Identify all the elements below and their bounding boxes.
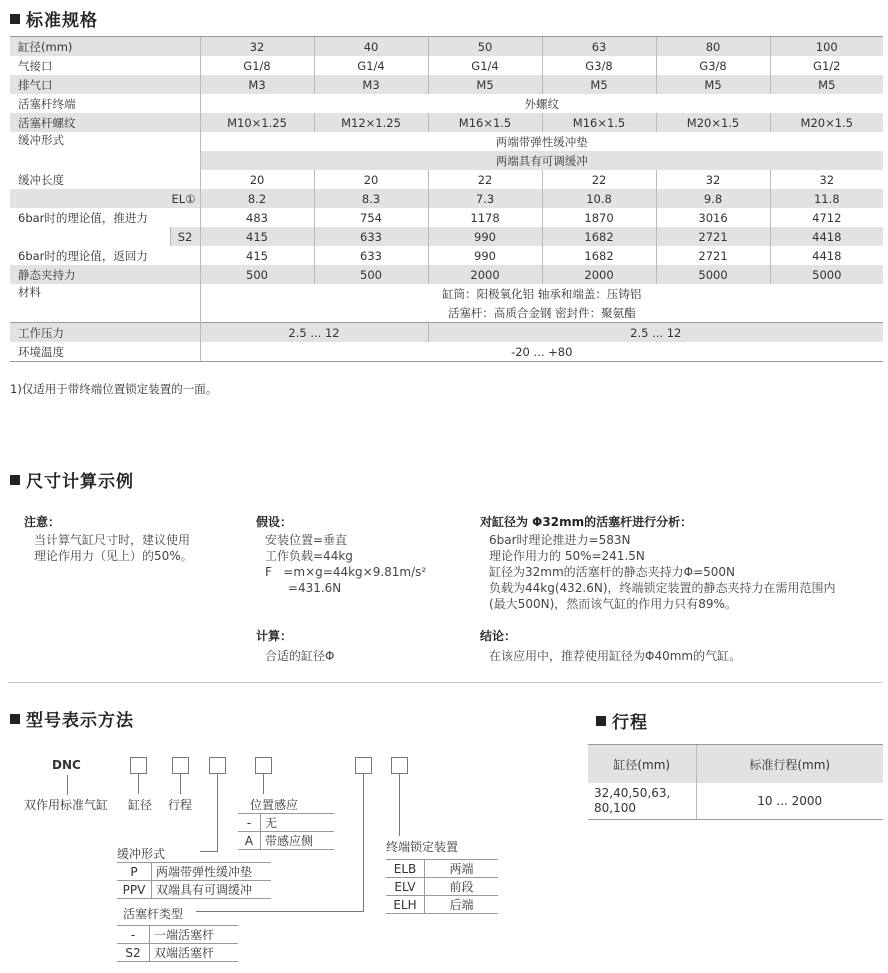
note-title: 注意： (24, 515, 61, 529)
bore-label: 缸径 (128, 798, 153, 812)
compute-title: 计算： (256, 629, 293, 643)
connector-line (399, 774, 400, 836)
row-el: EL① 8.2 8.3 7.3 10.8 9.8 11.8 (10, 189, 883, 208)
connector-line (67, 775, 68, 795)
sensor-code-box (255, 757, 272, 774)
square-bullet-icon (10, 714, 20, 724)
note-text: 当计算气缸尺寸时，建议使用 理论作用力（见上）的50%。 (34, 533, 193, 563)
square-bullet-icon (596, 716, 606, 726)
bore-code-box (130, 757, 147, 774)
row-bore: 缸径(mm) 32 40 50 63 80 100 (10, 37, 883, 57)
section-title-calc: 尺寸计算示例 (10, 467, 134, 492)
row-s2: S2 415 633 990 1682 2721 4418 (10, 227, 883, 246)
assume-title: 假设： (256, 515, 293, 529)
sensor-options: - 无 A 带感应侧 (238, 813, 334, 850)
row-rod-end: 活塞杆终端 外螺纹 (10, 94, 883, 113)
row-temperature: 环境温度 -20 ... +80 (10, 342, 883, 362)
square-bullet-icon (10, 14, 20, 24)
stroke-code-box (172, 757, 189, 774)
row-cushion-1: 缓冲形式 两端带弹性缓冲垫 (10, 132, 883, 151)
row-exhaust: 排气口 M3 M3 M5 M5 M5 M5 (10, 75, 883, 94)
connector-line (263, 774, 264, 794)
result-text: 在该应用中，推荐使用缸径为Φ40mm的气缸。 (489, 649, 742, 663)
row-rod-thread: 活塞杆螺纹 M10×1.25 M12×1.25 M16×1.5 M16×1.5 M20×1.5 M20×1.5 (10, 113, 883, 132)
divider (8, 682, 882, 683)
row-port: 气接口 G1/8 G1/4 G1/4 G3/8 G3/8 G1/2 (10, 56, 883, 75)
lock-code-box (391, 757, 408, 774)
connector-line (217, 774, 218, 852)
connector-line (363, 774, 364, 912)
lock-label: 终端锁定装置 (386, 840, 459, 854)
row-holding-force: 静态夹持力 500 500 2000 2000 5000 5000 (10, 265, 883, 284)
rod-code-box (355, 757, 372, 774)
compute-text: 合适的缸径Φ (265, 649, 335, 663)
rod-label: 活塞杆类型 (123, 907, 184, 921)
row-return-force: 6bar时的理论值，返回力 415 633 990 1682 2721 4418 (10, 246, 883, 265)
row-material-2: 活塞杆：高质合金钢 密封件：聚氨酯 (10, 303, 883, 323)
assume-text: 安装位置=垂直 工作负载=44kg F =m×g=44kg×9.81m/s² =431.6N (265, 533, 427, 595)
row-material-1: 材料 缸筒：阳极氧化铝 轴承和端盖：压铸铝 (10, 284, 883, 303)
section-title-spec: 标准规格 (10, 6, 98, 31)
stroke-table (588, 744, 883, 820)
analysis-title: 对缸径为 Φ32mm的活塞杆进行分析： (480, 515, 693, 529)
order-type-label: 双作用标准气缸 (24, 798, 109, 812)
connector-line (196, 911, 364, 912)
stroke-header-row: 缸径(mm) 标准行程(mm) (588, 745, 883, 784)
spec-table (10, 36, 883, 362)
square-bullet-icon (10, 475, 20, 485)
cushion-code-box (209, 757, 226, 774)
spec-footnote: 1)仅适用于带终端位置锁定装置的一面。 (10, 382, 218, 396)
order-code-base: DNC (52, 758, 81, 772)
row-pressure: 工作压力 2.5 ... 12 2.5 ... 12 (10, 323, 883, 343)
connector-line (200, 851, 218, 852)
stroke-label: 行程 (168, 798, 193, 812)
rod-options: - 一端活塞杆 S2 双端活塞杆 (117, 925, 238, 962)
row-cushion-2: 两端具有可调缓冲 (10, 151, 883, 170)
connector-line (138, 774, 139, 794)
cushion-label: 缓冲形式 (117, 847, 166, 861)
section-title-order: 型号表示方法 (10, 706, 134, 731)
section-title-stroke: 行程 (596, 708, 648, 733)
sensor-label: 位置感应 (250, 798, 299, 812)
lock-options: ELB 两端 ELV 前段 ELH 后端 (386, 859, 498, 914)
connector-line (180, 774, 181, 794)
result-title: 结论： (480, 629, 517, 643)
row-push-force: 6bar时的理论值，推进力 483 754 1178 1870 3016 4712 (10, 208, 883, 227)
row-cushion-length: 缓冲长度 20 20 22 22 32 32 (10, 170, 883, 189)
cushion-options: P 两端带弹性缓冲垫 PPV 双端具有可调缓冲 (117, 862, 271, 899)
stroke-body-row: 32,40,50,63, 80,100 10 ... 2000 (588, 783, 883, 820)
analysis-text: 6bar时理论推进力=583N 理论作用力的 50%=241.5N 缸径为32mm的活塞杆的静态夹持力Φ=500N 负载为44kg(432.6N)，终端锁定装置的静态夹持力在需用范围内 (最大500N)，然而该气缸的作用力只有89%。 (489, 533, 836, 611)
